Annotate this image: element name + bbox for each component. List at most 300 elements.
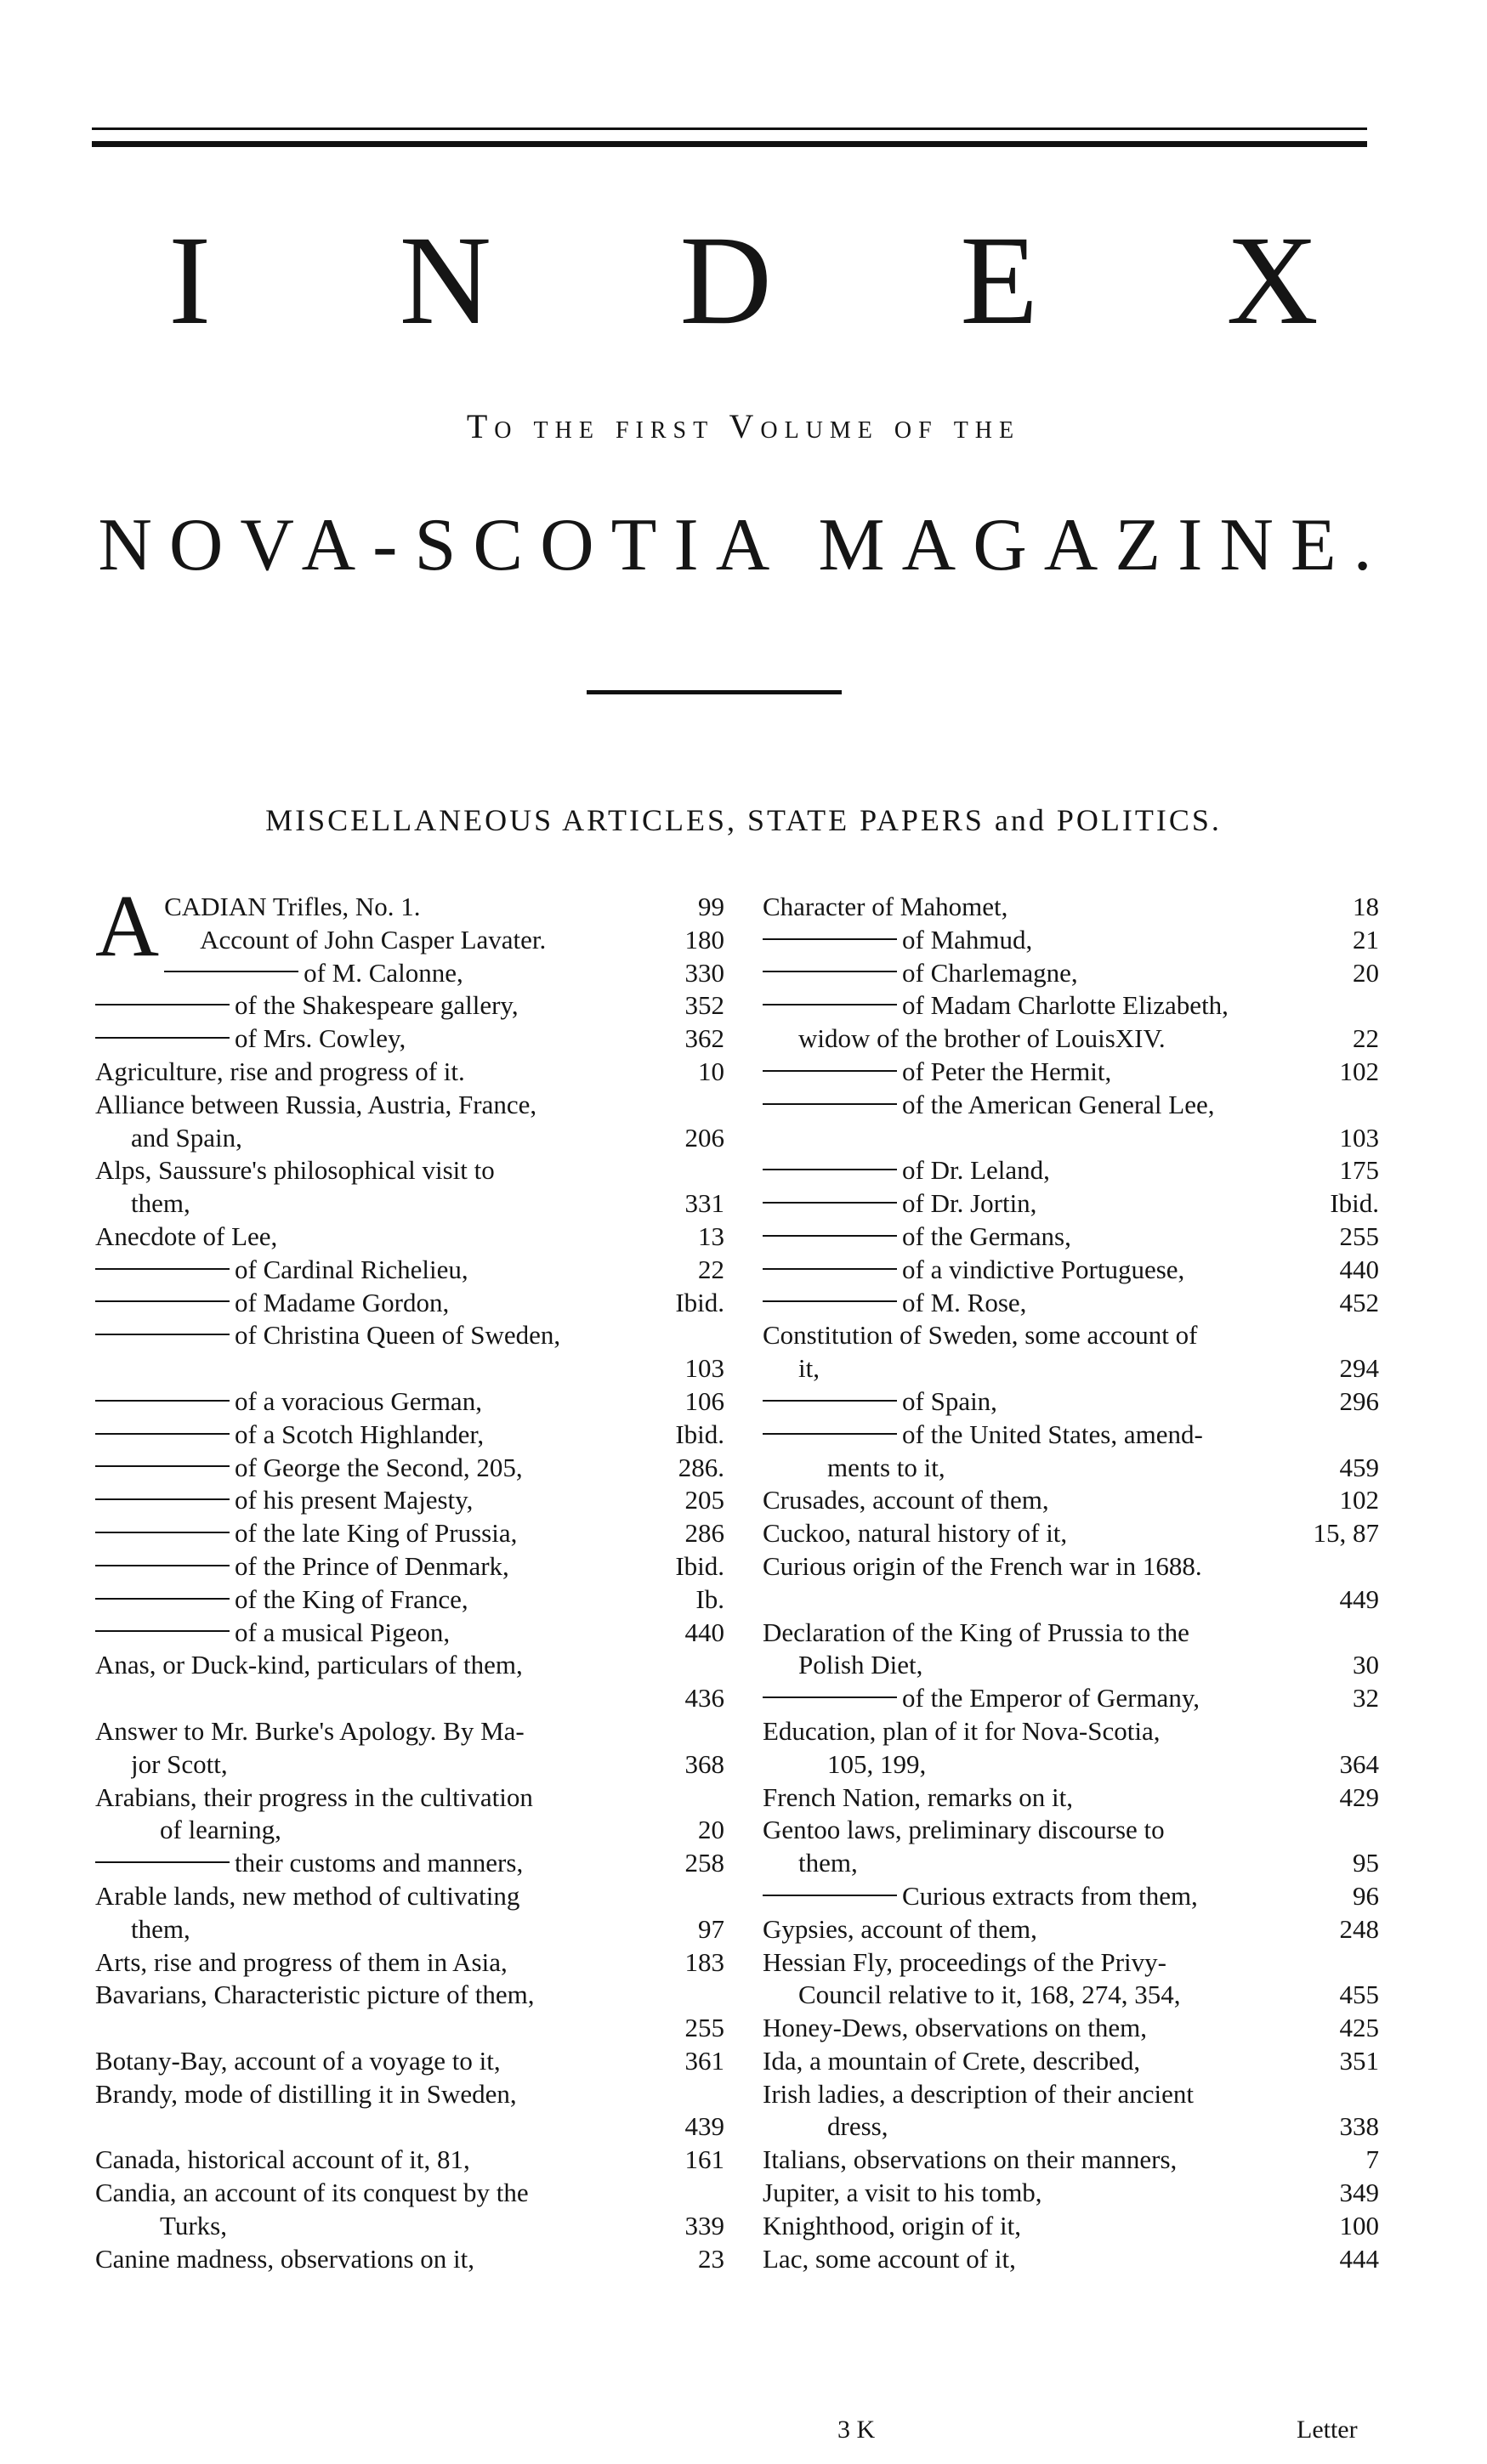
page-number: 286: [684, 1518, 724, 1549]
entry-text: [763, 2210, 1331, 2243]
entry-text: [763, 1385, 1331, 1419]
entry-label: of Madam Charlotte Elizabeth,: [902, 990, 1229, 1021]
index-line: [763, 2177, 1379, 2210]
entry-label: Anecdote of Lee,: [95, 1221, 278, 1251]
entry-text: [160, 2210, 677, 2243]
index-entry: [763, 2144, 1379, 2177]
index-line: [763, 1187, 1379, 1221]
index-line: [763, 2144, 1379, 2177]
entry-label: Curious extracts from them,: [902, 1880, 1198, 1911]
entry-label: it,: [798, 1353, 820, 1384]
page-number: 10: [698, 1056, 724, 1086]
entry-label: Gypsies, account of them,: [763, 1913, 1037, 1944]
index-line: [95, 2177, 724, 2210]
index-line: [763, 1385, 1379, 1419]
index-entry: [763, 1187, 1379, 1221]
entry-label: Ida, a mountain of Crete, described,: [763, 2045, 1141, 2076]
entry-text: [763, 1484, 1331, 1517]
index-entry: [95, 1385, 724, 1419]
index-line: [95, 989, 724, 1022]
entry-label: of Christina Queen of Sweden,: [235, 1320, 561, 1351]
catchword: Letter: [1297, 2416, 1358, 2444]
index-line: [763, 1419, 1379, 1452]
entry-text: [798, 1979, 1331, 2012]
ditto-dash: [763, 1433, 897, 1435]
entry-text: [95, 1583, 687, 1617]
entry-label: Arable lands, new method of cultivating: [95, 1880, 520, 1911]
entry-text: [763, 1550, 1379, 1583]
index-entry: [763, 989, 1379, 1056]
index-line: [95, 1617, 724, 1650]
index-line: [95, 1122, 724, 1155]
index-entry: [95, 2144, 724, 2177]
page-subtitle: To the first Volume of the: [466, 407, 1021, 445]
entry-text: [95, 1419, 667, 1452]
entry-text: [763, 1419, 1379, 1452]
page-number: 364: [1339, 1748, 1379, 1779]
index-entry: [763, 1913, 1379, 1946]
index-line: [95, 1154, 724, 1187]
index-line: [95, 2078, 724, 2111]
entry-label: Gentoo laws, preliminary discourse to: [763, 1815, 1165, 1845]
index-line: [95, 2110, 724, 2144]
page-number: 102: [1339, 1485, 1379, 1515]
entry-text: [160, 1814, 690, 1847]
entry-text: [763, 957, 1344, 990]
ditto-dash: [763, 1235, 897, 1237]
index-line: [95, 1682, 724, 1715]
entry-text: [827, 2110, 1331, 2144]
page-number: 455: [1339, 1980, 1379, 2010]
entry-text: [95, 1617, 677, 1650]
page-number: 429: [1339, 1781, 1379, 1812]
magazine-title: NOVA-SCOTIA MAGAZINE.: [98, 504, 1389, 586]
entry-text: [763, 2045, 1331, 2078]
page-number: 330: [684, 957, 724, 988]
index-line: [763, 1154, 1379, 1187]
index-entry: [763, 1715, 1379, 1781]
entry-text: [131, 1748, 677, 1781]
entry-text: [95, 1880, 724, 1913]
index-entry: [95, 1715, 724, 1781]
index-entry: [763, 1814, 1379, 1880]
index-line: [95, 1814, 724, 1847]
entry-label: Knighthood, origin of it,: [763, 2210, 1021, 2240]
entry-label: of Mahmud,: [902, 924, 1033, 954]
page-number: 331: [684, 1188, 724, 1219]
index-line: [95, 2243, 724, 2276]
ornament-rule: [587, 690, 842, 694]
index-entry: [95, 1617, 724, 1650]
index-line: [164, 957, 724, 990]
page-number: 449: [1339, 1583, 1379, 1614]
index-line: [763, 1122, 1379, 1155]
entry-label: of the Emperor of Germany,: [902, 1683, 1200, 1713]
entry-label: of a musical Pigeon,: [235, 1617, 451, 1647]
entry-text: [95, 1979, 724, 2012]
index-line: [95, 1880, 724, 1913]
page-number: Ibid.: [1330, 1188, 1379, 1219]
entry-label: Candia, an account of its conquest by the: [95, 2178, 529, 2208]
page-number: Ib.: [695, 1583, 724, 1614]
entry-label: of Madame Gordon,: [235, 1287, 450, 1317]
entry-label: ments to it,: [827, 1452, 945, 1482]
index-entry: [763, 2078, 1379, 2144]
ditto-dash: [95, 1598, 230, 1600]
entry-label: Education, plan of it for Nova-Scotia,: [763, 1715, 1161, 1746]
entry-text: [95, 1056, 690, 1089]
page-number: 368: [684, 1748, 724, 1779]
entry-text: [95, 2045, 677, 2078]
entry-label: CADIAN Trifles, No. 1.: [164, 892, 421, 921]
index-line: [95, 1583, 724, 1617]
index-entry: [95, 989, 724, 1022]
index-line: [95, 1913, 724, 1946]
index-line: [763, 1649, 1379, 1682]
index-line: [763, 1583, 1379, 1617]
entry-text: [95, 1946, 677, 1980]
page-number: 440: [1339, 1254, 1379, 1284]
index-line: [95, 2045, 724, 2078]
entry-text: [763, 1154, 1331, 1187]
page-number: 32: [1353, 1683, 1379, 1713]
entry-text: [763, 2177, 1331, 2210]
index-line: [95, 2210, 724, 2243]
ditto-dash: [763, 1400, 897, 1402]
index-line: [763, 1682, 1379, 1715]
index-entry: [763, 1254, 1379, 1287]
page-number: 439: [684, 2111, 724, 2142]
entry-label: of his present Majesty,: [235, 1485, 474, 1515]
ditto-dash: [763, 1004, 897, 1005]
index-entry: [763, 1880, 1379, 1913]
entry-text: [164, 957, 676, 990]
page-number: 97: [698, 1913, 724, 1944]
entry-label: Turks,: [160, 2210, 227, 2240]
page-number: 294: [1339, 1353, 1379, 1384]
index-line: [95, 1254, 724, 1287]
index-line: [763, 2012, 1379, 2045]
page-number: Ibid.: [675, 1419, 724, 1449]
entry-label: of Spain,: [902, 1385, 997, 1416]
entry-label: Council relative to it, 168, 274, 354,: [798, 1980, 1181, 2010]
page-number: 351: [1339, 2045, 1379, 2076]
entry-label: Arabians, their progress in the cultivation: [95, 1781, 533, 1812]
index-entry: [763, 2045, 1379, 2078]
top-rule-thin: [92, 127, 1367, 130]
entry-text: [95, 1517, 677, 1550]
index-line: [95, 1979, 724, 2012]
entry-text: [95, 1550, 667, 1583]
ditto-dash: [95, 1400, 230, 1402]
entry-text: [763, 2243, 1331, 2276]
index-entry: [763, 1287, 1379, 1320]
entry-text: [95, 1484, 677, 1517]
index-entry: [95, 957, 724, 990]
index-entry: [763, 2012, 1379, 2045]
entry-label: 105, 199,: [827, 1748, 927, 1779]
index-entry: [95, 1056, 724, 1089]
page-number: 258: [684, 1848, 724, 1878]
ditto-dash: [95, 1532, 230, 1533]
entry-text: [95, 1452, 670, 1485]
entry-label: of the United States, amend-: [902, 1419, 1203, 1449]
page-number: 296: [1339, 1385, 1379, 1416]
entry-text: [763, 2144, 1358, 2177]
page-number: 22: [1353, 1023, 1379, 1054]
index-entry: [95, 1221, 724, 1254]
ditto-dash: [164, 971, 298, 972]
index-entry: [763, 1221, 1379, 1254]
entry-label: of the American General Lee,: [902, 1089, 1215, 1119]
entry-text: [763, 1221, 1331, 1254]
entry-text: [95, 1254, 690, 1287]
page-number: 21: [1353, 924, 1379, 954]
index-line: [95, 1484, 724, 1517]
page-number: 15, 87: [1313, 1518, 1379, 1549]
entry-label: of Dr. Jortin,: [902, 1188, 1037, 1219]
entry-text: [763, 1254, 1331, 1287]
entry-label: of a vindictive Portuguese,: [902, 1254, 1185, 1284]
index-entry: [95, 2243, 724, 2276]
index-entry: [95, 1089, 724, 1155]
index-entry: [95, 1847, 724, 1880]
entry-label: of Dr. Leland,: [902, 1155, 1050, 1186]
index-entry: [95, 1154, 724, 1221]
page-number: 22: [698, 1254, 724, 1284]
entry-label: Constitution of Sweden, some account of: [763, 1320, 1198, 1351]
entry-text: [95, 1089, 724, 1122]
index-entry: [763, 1089, 1379, 1155]
index-line: [95, 1946, 724, 1980]
page-number: 7: [1365, 2144, 1379, 2175]
index-line: [164, 924, 724, 957]
entry-label: Curious origin of the French war in 1688.: [763, 1550, 1202, 1581]
page-number: 349: [1339, 2178, 1379, 2208]
entry-text: [131, 1913, 690, 1946]
page-number: 440: [684, 1617, 724, 1647]
entry-text: [131, 1122, 677, 1155]
index-entry: [763, 1517, 1379, 1550]
index-entry: [763, 1682, 1379, 1715]
entry-text: [95, 1221, 690, 1254]
page-number: 102: [1339, 1056, 1379, 1086]
entry-text: [763, 2012, 1331, 2045]
index-entry: [95, 2078, 724, 2144]
signature-mark: 3 K: [837, 2416, 876, 2444]
entry-text: [95, 2177, 724, 2210]
index-line: [763, 989, 1379, 1022]
index-entry: [95, 1254, 724, 1287]
index-line: [95, 1187, 724, 1221]
entry-text: [95, 2078, 724, 2111]
index-line: [763, 1617, 1379, 1650]
entry-text: [95, 1022, 677, 1056]
index-line: [763, 1221, 1379, 1254]
entry-label: of the Germans,: [902, 1221, 1071, 1251]
index-line: [95, 1089, 724, 1122]
page-number: 362: [684, 1023, 724, 1054]
entry-label: of M. Rose,: [902, 1287, 1027, 1317]
entry-text: [763, 1913, 1331, 1946]
entry-text: [95, 1649, 724, 1682]
left-column: [95, 877, 724, 2275]
index-line: [763, 1319, 1379, 1352]
index-entry: [95, 1022, 724, 1056]
ditto-dash: [95, 1861, 230, 1863]
page-number: 255: [1339, 1221, 1379, 1251]
ditto-dash: [95, 1037, 230, 1039]
ditto-dash: [763, 1202, 897, 1204]
entry-label: Anas, or Duck-kind, particulars of them,: [95, 1650, 523, 1680]
entry-label: Character of Mahomet,: [763, 892, 1008, 921]
entry-text: [763, 1781, 1331, 1815]
entry-label: Jupiter, a visit to his tomb,: [763, 2178, 1042, 2208]
page-number: 18: [1353, 892, 1379, 921]
entry-text: [763, 989, 1379, 1022]
entry-label: Alliance between Russia, Austria, France,: [95, 1089, 537, 1119]
index-entry: [95, 2177, 724, 2243]
entry-label: Alps, Saussure's philosophical visit to: [95, 1155, 495, 1186]
index-entry: [95, 1419, 724, 1452]
index-line: [763, 2078, 1379, 2111]
entry-label: of the Shakespeare gallery,: [235, 990, 519, 1021]
entry-text: [95, 1847, 677, 1880]
entry-label: of George the Second, 205,: [235, 1452, 523, 1482]
page-number: 20: [698, 1815, 724, 1845]
index-line: [763, 1715, 1379, 1748]
page-number: 13: [698, 1221, 724, 1251]
entry-label: of Charlemagne,: [902, 957, 1078, 988]
index-entry: [763, 1056, 1379, 1089]
page-number: 96: [1353, 1880, 1379, 1911]
entry-text: [95, 2144, 677, 2177]
entry-label: of M. Calonne,: [304, 957, 463, 988]
index-entry: [763, 924, 1379, 957]
entry-text: [95, 2243, 690, 2276]
ditto-dash: [763, 1300, 897, 1302]
entry-text: [763, 2078, 1379, 2111]
index-line: [95, 1517, 724, 1550]
entry-text: [763, 1880, 1344, 1913]
page-number: 436: [684, 1683, 724, 1713]
entry-label: Arts, rise and progress of them in Asia,: [95, 1946, 508, 1977]
page-title: I N D E X: [168, 210, 1397, 351]
index-entry: [95, 2045, 724, 2078]
entry-label: of Cardinal Richelieu,: [235, 1254, 468, 1284]
page-number: 452: [1339, 1287, 1379, 1317]
index-line: [763, 1880, 1379, 1913]
entry-text: [827, 1748, 1331, 1781]
entry-label: French Nation, remarks on it,: [763, 1781, 1074, 1812]
page-number: 183: [684, 1946, 724, 1977]
index-entry: [95, 1319, 724, 1385]
index-line: [95, 1847, 724, 1880]
entry-text: [763, 1187, 1321, 1221]
index-entry: [763, 2243, 1379, 2276]
ditto-dash: [95, 1300, 230, 1302]
entry-text: [164, 891, 690, 924]
index-entry: [763, 1419, 1379, 1485]
entry-text: [763, 924, 1344, 957]
index-line: [95, 1385, 724, 1419]
index-line: [164, 891, 724, 924]
entry-text: [827, 1452, 1331, 1485]
page-number: 30: [1353, 1650, 1379, 1680]
entry-label: Botany-Bay, account of a voyage to it,: [95, 2045, 501, 2076]
entry-label: Canada, historical account of it, 81,: [95, 2144, 470, 2175]
entry-text: [798, 1352, 1331, 1385]
page-number: 444: [1339, 2243, 1379, 2274]
ditto-dash: [95, 1334, 230, 1335]
page-number: 255: [684, 2013, 724, 2043]
index-entry: [763, 2210, 1379, 2243]
index-line: [95, 1022, 724, 1056]
page-number: 103: [1339, 1122, 1379, 1153]
index-entry: [763, 957, 1379, 990]
index-line: [763, 1847, 1379, 1880]
entry-text: [95, 989, 677, 1022]
page-number: 106: [684, 1385, 724, 1416]
index-line: [763, 1748, 1379, 1781]
index-line: [763, 1913, 1379, 1946]
entry-label: Crusades, account of them,: [763, 1485, 1049, 1515]
index-entry: [95, 1287, 724, 1320]
index-entry: [95, 1880, 724, 1946]
entry-label: of the Prince of Denmark,: [235, 1550, 509, 1581]
index-entry: [763, 1617, 1379, 1683]
ditto-dash: [95, 1433, 230, 1435]
entry-text: [95, 1385, 677, 1419]
entry-label: them,: [798, 1848, 858, 1878]
entry-label: of a Scotch Highlander,: [235, 1419, 485, 1449]
entry-text: [131, 1187, 677, 1221]
index-line: [763, 957, 1379, 990]
entry-text: [95, 1154, 724, 1187]
index-line: [763, 1022, 1379, 1056]
entry-text: [798, 1022, 1344, 1056]
entry-text: [763, 1946, 1379, 1980]
page-number: 99: [698, 892, 724, 921]
page-number: 352: [684, 990, 724, 1021]
page-number: Ibid.: [675, 1287, 724, 1317]
entry-label: Irish ladies, a description of their ancient: [763, 2078, 1195, 2109]
page-number: 100: [1339, 2210, 1379, 2240]
index-line: [763, 2045, 1379, 2078]
ditto-dash: [763, 1268, 897, 1270]
page-number: 161: [684, 2144, 724, 2175]
index-line: [95, 1715, 724, 1748]
entry-label: of the King of France,: [235, 1583, 468, 1614]
index-line: [95, 1550, 724, 1583]
index-entry: [95, 1452, 724, 1485]
index-line: [763, 1287, 1379, 1320]
index-line: [95, 1221, 724, 1254]
page-number: 361: [684, 2045, 724, 2076]
entry-label: Hessian Fly, proceedings of the Privy-: [763, 1946, 1166, 1977]
entry-text: [763, 1617, 1379, 1650]
entry-text: [763, 1089, 1379, 1122]
top-rule-thick: [92, 141, 1367, 147]
right-column: [763, 891, 1379, 2275]
index-entry: [763, 1550, 1379, 1617]
entry-text: [95, 1319, 724, 1352]
ditto-dash: [95, 1465, 230, 1467]
index-line: [95, 1748, 724, 1781]
entry-text: [763, 1517, 1305, 1550]
index-line: [763, 924, 1379, 957]
ditto-dash: [95, 1268, 230, 1270]
